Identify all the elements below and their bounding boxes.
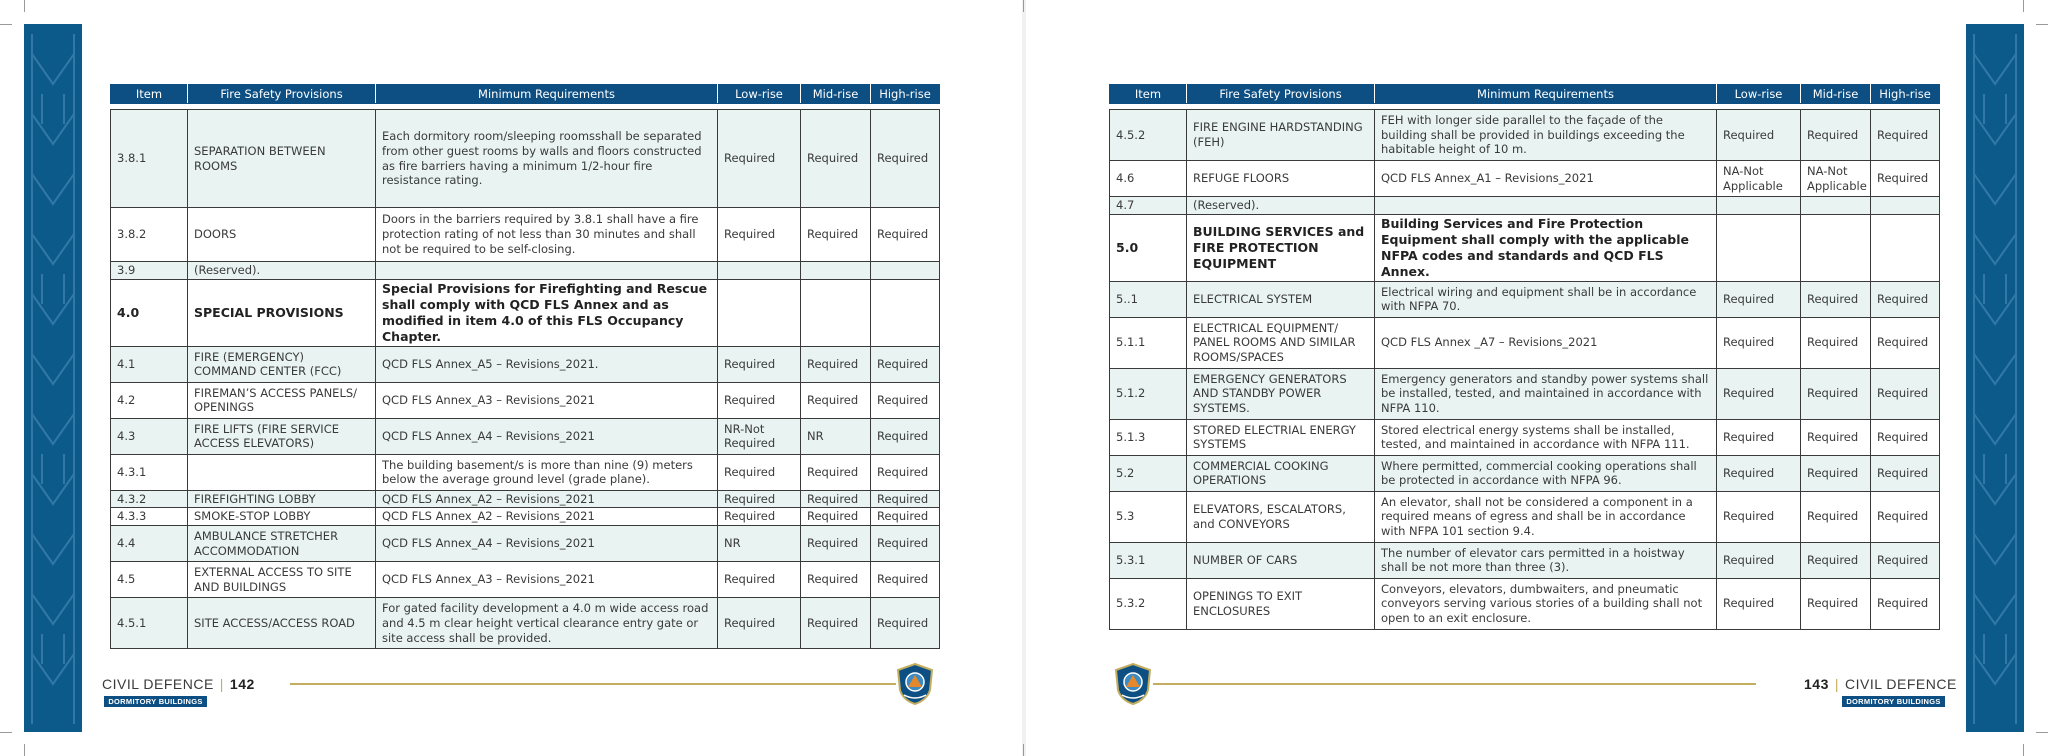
table-row [1110,197,1940,215]
left-requirements-table [110,84,940,649]
civil-defence-emblem-icon [1114,663,1152,705]
header-requirements: Minimum Requirements [376,85,718,104]
page-gutter [1022,0,1026,756]
cell-mid-rise: Required [1801,419,1871,455]
header-requirements: Minimum Requirements [1375,85,1717,104]
cell-mid-rise: Required [1801,578,1871,629]
cell-requirement: Emergency generators and standby power systems shall be installed, tested, and maintained in accordance with NFPA 110. [1375,368,1717,419]
cell-low-rise [718,262,801,280]
cell-high-rise [871,262,940,280]
cell-item: 4.3.3 [111,508,188,526]
cell-high-rise: Required [871,110,940,208]
cell-item: 4.7 [1110,197,1187,215]
cell-low-rise: Required [1717,368,1801,419]
table-row [111,418,940,454]
cell-requirement: Building Services and Fire Protection Equipment shall comply with the applicable NFPA codes and standards and QCD FLS Annex. [1375,214,1717,281]
table-row [111,110,940,208]
cell-item: 4.4 [111,526,188,562]
header-low-rise: Low-rise [1717,85,1801,104]
cell-high-rise: Required [1871,491,1940,542]
cell-high-rise [1871,197,1940,215]
footer-title-text: CIVIL DEFENCE [102,676,214,692]
crop-mark [2023,0,2024,12]
cell-low-rise: Required [718,508,801,526]
cell-requirement: Conveyors, elevators, dumbwaiters, and pneumatic conveyors serving various stories of a building shall not open to an exit enclosure. [1375,578,1717,629]
cell-requirement: FEH with longer side parallel to the façade of the building shall be provided in buildings exceeding the habitable height of 10 m. [1375,110,1717,161]
cell-low-rise: Required [1717,281,1801,317]
header-mid-rise: Mid-rise [801,85,871,104]
cell-requirement: QCD FLS Annex_A3 – Revisions_2021 [376,382,718,418]
cell-item: 4.6 [1110,161,1187,197]
footer-title-text: CIVIL DEFENCE [1845,676,1957,692]
cell-mid-rise: Required [801,110,871,208]
table-row [1110,161,1940,197]
cell-item: 3.8.1 [111,110,188,208]
cell-item: 3.8.2 [111,208,188,262]
cell-high-rise: Required [1871,110,1940,161]
table-row [1110,491,1940,542]
cell-high-rise: Required [1871,317,1940,368]
cell-low-rise: Required [1717,455,1801,491]
cell-low-rise: NR-Not Required [718,418,801,454]
cell-mid-rise [1801,214,1871,281]
cell-requirement: QCD FLS Annex _A7 – Revisions_2021 [1375,317,1717,368]
cell-item: 4.1 [111,346,188,382]
cell-provision: ELECTRICAL SYSTEM [1187,281,1375,317]
crop-mark [2023,744,2024,756]
cell-high-rise: Required [871,346,940,382]
table-row [111,598,940,649]
cell-high-rise: Required [1871,542,1940,578]
cell-requirement [376,262,718,280]
cell-low-rise [1717,197,1801,215]
left-side-band [24,24,82,732]
cell-mid-rise [801,279,871,346]
table-header-row [1110,85,1940,104]
cell-high-rise: Required [871,526,940,562]
cell-mid-rise: Required [801,508,871,526]
cell-high-rise: Required [1871,419,1940,455]
cell-low-rise: Required [718,490,801,508]
cell-high-rise [1871,214,1940,281]
cell-high-rise: Required [1871,455,1940,491]
right-side-band [1966,24,2024,732]
cell-low-rise: Required [718,598,801,649]
cell-low-rise: Required [718,382,801,418]
cell-high-rise: Required [1871,161,1940,197]
cell-provision: SEPARATION BETWEEN ROOMS [188,110,376,208]
table-row [1110,317,1940,368]
cell-item: 5.1.3 [1110,419,1187,455]
crop-mark [2036,732,2048,733]
cell-item: 3.9 [111,262,188,280]
cell-low-rise: Required [718,562,801,598]
cell-provision: OPENINGS TO EXIT ENCLOSURES [1187,578,1375,629]
cell-requirement: Doors in the barriers required by 3.8.1 shall have a fire protection rating of not less than 30 minutes and shall not be required to be self-closing. [376,208,718,262]
cell-high-rise: Required [1871,281,1940,317]
cell-provision: FIREMAN’S ACCESS PANELS/ OPENINGS [188,382,376,418]
cell-provision [188,454,376,490]
cell-mid-rise: Required [801,208,871,262]
cell-requirement: Each dormitory room/sleeping roomsshall be separated from other guest rooms by walls and floors constructed as fire barriers having a minimum 1/2-hour fire resistance rating. [376,110,718,208]
cell-mid-rise: Required [1801,368,1871,419]
left-footer-title [102,676,255,692]
cell-provision: COMMERCIAL COOKING OPERATIONS [1187,455,1375,491]
cell-high-rise: Required [871,490,940,508]
cell-mid-rise: Required [801,346,871,382]
building-pattern-icon [24,24,82,732]
cell-provision: SPECIAL PROVISIONS [188,279,376,346]
cell-high-rise: Required [871,208,940,262]
crop-mark [24,744,25,756]
left-footer-rule [290,683,896,685]
table-row [111,346,940,382]
cell-provision: SMOKE-STOP LOBBY [188,508,376,526]
cell-provision: REFUGE FLOORS [1187,161,1375,197]
cell-item: 4.5.2 [1110,110,1187,161]
cell-mid-rise: Required [1801,542,1871,578]
cell-low-rise: NR [718,526,801,562]
header-provisions: Fire Safety Provisions [1187,85,1375,104]
cell-provision: FIRE LIFTS (FIRE SERVICE ACCESS ELEVATORS) [188,418,376,454]
cell-provision: ELECTRICAL EQUIPMENT/ PANEL ROOMS AND SIMILAR ROOMS/SPACES [1187,317,1375,368]
crop-mark [0,24,12,25]
cell-item: 5.3.1 [1110,542,1187,578]
cell-low-rise [718,279,801,346]
cell-mid-rise: Required [801,562,871,598]
header-item: Item [1110,85,1187,104]
cell-high-rise: Required [871,418,940,454]
cell-item: 4.3 [111,418,188,454]
cell-mid-rise: Required [801,490,871,508]
cell-high-rise [871,279,940,346]
table-row [1110,455,1940,491]
cell-mid-rise: Required [801,382,871,418]
right-footer-title [1804,676,1957,692]
left-footer-subtitle: DORMITORY BUILDINGS [104,696,207,707]
cell-provision: AMBULANCE STRETCHER ACCOMMODATION [188,526,376,562]
cell-requirement: The building basement/s is more than nine (9) meters below the average ground level (grade plane). [376,454,718,490]
cell-requirement [1375,197,1717,215]
cell-low-rise: NA-Not Applicable [1717,161,1801,197]
cell-mid-rise: NR [801,418,871,454]
cell-low-rise: Required [1717,578,1801,629]
cell-requirement: QCD FLS Annex_A2 – Revisions_2021 [376,490,718,508]
cell-item: 5.1.1 [1110,317,1187,368]
footer-separator: | [219,676,224,692]
cell-requirement: Where permitted, commercial cooking operations shall be protected in accordance with NFPA 96. [1375,455,1717,491]
cell-low-rise: Required [718,346,801,382]
cell-provision: BUILDING SERVICES and FIRE PROTECTION EQUIPMENT [1187,214,1375,281]
cell-requirement: An elevator, shall not be considered a component in a required means of egress and shall be in accordance with NFPA 101 section 9.4. [1375,491,1717,542]
cell-item: 4.5.1 [111,598,188,649]
cell-item: 5.0 [1110,214,1187,281]
cell-provision: (Reserved). [1187,197,1375,215]
table-row [1110,110,1940,161]
civil-defence-emblem-icon [896,663,934,705]
cell-mid-rise: Required [1801,491,1871,542]
cell-mid-rise: NA-Not Applicable [1801,161,1871,197]
page-number: 142 [229,676,255,692]
header-low-rise: Low-rise [718,85,801,104]
cell-requirement: For gated facility development a 4.0 m wide access road and 4.5 m clear height vertical clearance entry gate or site access shall be provided. [376,598,718,649]
cell-requirement: Special Provisions for Firefighting and Rescue shall comply with QCD FLS Annex and as modified in item 4.0 of this FLS Occupancy Chapter. [376,279,718,346]
table-row [1110,578,1940,629]
cell-requirement: QCD FLS Annex_A5 – Revisions_2021. [376,346,718,382]
cell-requirement: QCD FLS Annex_A4 – Revisions_2021 [376,526,718,562]
cell-mid-rise: Required [1801,110,1871,161]
table-row [1110,419,1940,455]
right-requirements-table [1109,84,1940,630]
cell-provision: STORED ELECTRIAL ENERGY SYSTEMS [1187,419,1375,455]
table-row [111,562,940,598]
cell-item: 4.5 [111,562,188,598]
cell-provision: FIREFIGHTING LOBBY [188,490,376,508]
crop-mark [24,0,25,12]
crop-mark [0,732,12,733]
table-header-row [111,85,940,104]
cell-item: 4.2 [111,382,188,418]
cell-mid-rise: Required [1801,455,1871,491]
cell-requirement: QCD FLS Annex_A4 – Revisions_2021 [376,418,718,454]
cell-item: 4.3.2 [111,490,188,508]
cell-provision: SITE ACCESS/ACCESS ROAD [188,598,376,649]
cell-provision: FIRE ENGINE HARDSTANDING (FEH) [1187,110,1375,161]
building-pattern-icon [1966,24,2024,732]
cell-low-rise: Required [1717,110,1801,161]
cell-item: 5.3 [1110,491,1187,542]
cell-item: 5.3.2 [1110,578,1187,629]
cell-mid-rise: Required [1801,281,1871,317]
left-table-body [111,104,940,649]
cell-item: 5..1 [1110,281,1187,317]
cell-item: 5.2 [1110,455,1187,491]
cell-requirement: QCD FLS Annex_A3 – Revisions_2021 [376,562,718,598]
header-mid-rise: Mid-rise [1801,85,1871,104]
cell-low-rise: Required [718,208,801,262]
right-footer-rule [1153,683,1756,685]
table-row [111,279,940,346]
cell-provision: EXTERNAL ACCESS TO SITE AND BUILDINGS [188,562,376,598]
cell-high-rise: Required [1871,578,1940,629]
cell-provision: ELEVATORS, ESCALATORS, and CONVEYORS [1187,491,1375,542]
table-row [111,526,940,562]
cell-requirement: QCD FLS Annex_A1 – Revisions_2021 [1375,161,1717,197]
table-row [1110,214,1940,281]
cell-low-rise: Required [1717,317,1801,368]
table-row [111,454,940,490]
cell-high-rise: Required [871,508,940,526]
cell-requirement: The number of elevator cars permitted in a hoistway shall be not more than three (3). [1375,542,1717,578]
cell-low-rise: Required [1717,491,1801,542]
header-high-rise: High-rise [1871,85,1940,104]
table-row [111,508,940,526]
cell-mid-rise [801,262,871,280]
header-provisions: Fire Safety Provisions [188,85,376,104]
cell-low-rise: Required [718,110,801,208]
table-row [1110,368,1940,419]
cell-requirement: QCD FLS Annex_A2 – Revisions_2021 [376,508,718,526]
cell-provision: FIRE (EMERGENCY) COMMAND CENTER (FCC) [188,346,376,382]
cell-low-rise: Required [1717,419,1801,455]
cell-mid-rise: Required [801,454,871,490]
cell-provision: EMERGENCY GENERATORS AND STANDBY POWER SYSTEMS. [1187,368,1375,419]
cell-low-rise: Required [1717,542,1801,578]
header-item: Item [111,85,188,104]
cell-low-rise: Required [718,454,801,490]
table-row [111,490,940,508]
cell-high-rise: Required [871,562,940,598]
footer-separator: | [1834,676,1839,692]
cell-item: 4.0 [111,279,188,346]
cell-high-rise: Required [871,382,940,418]
table-row [1110,542,1940,578]
cell-requirement: Electrical wiring and equipment shall be in accordance with NFPA 70. [1375,281,1717,317]
header-high-rise: High-rise [871,85,940,104]
crop-mark [1023,0,1024,12]
cell-low-rise [1717,214,1801,281]
cell-high-rise: Required [871,598,940,649]
right-footer-subtitle: DORMITORY BUILDINGS [1842,696,1945,707]
cell-mid-rise: Required [1801,317,1871,368]
cell-provision: DOORS [188,208,376,262]
cell-requirement: Stored electrical energy systems shall be installed, tested, and maintained in accordance with NFPA 111. [1375,419,1717,455]
cell-mid-rise [1801,197,1871,215]
right-table-body [1110,104,1940,630]
crop-mark [1023,744,1024,756]
cell-mid-rise: Required [801,598,871,649]
crop-mark [2036,24,2048,25]
table-row [111,262,940,280]
cell-high-rise: Required [871,454,940,490]
cell-item: 4.3.1 [111,454,188,490]
page-number: 143 [1804,676,1829,692]
cell-provision: NUMBER OF CARS [1187,542,1375,578]
table-row [1110,281,1940,317]
cell-mid-rise: Required [801,526,871,562]
table-row [111,208,940,262]
cell-provision: (Reserved). [188,262,376,280]
cell-item: 5.1.2 [1110,368,1187,419]
table-row [111,382,940,418]
cell-high-rise: Required [1871,368,1940,419]
